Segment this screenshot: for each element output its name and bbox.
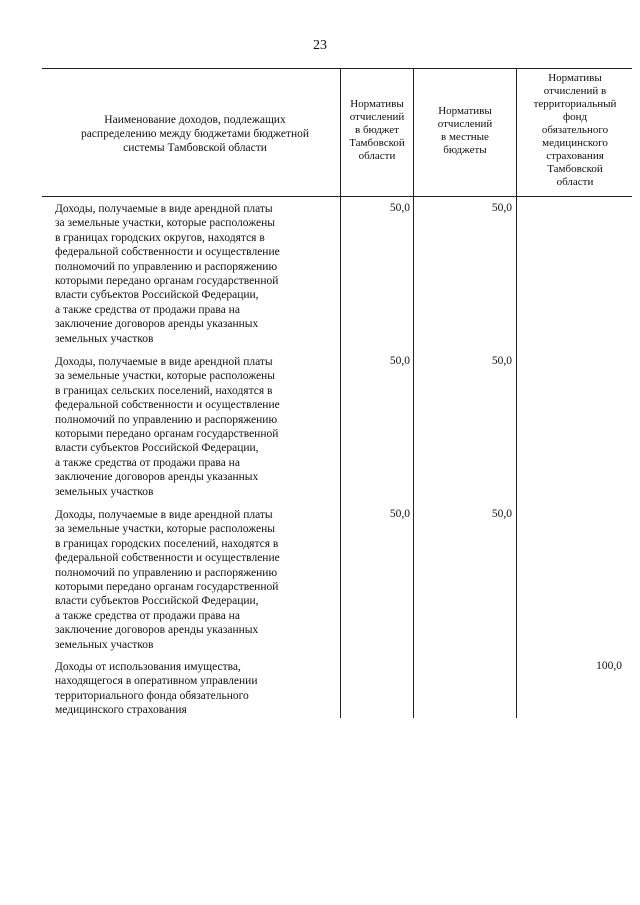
row-text-line: а также средства от продажи права на	[55, 609, 240, 622]
row-value-regional: 50,0	[389, 508, 410, 520]
table-top-rule	[42, 68, 632, 69]
row-text-line: Доходы от использования имущества,	[55, 661, 241, 673]
row-text-line: полномочий по управлению и распоряжению	[55, 260, 278, 273]
row-text-line: территориального фонда обязательного	[55, 689, 249, 702]
table-row-rural-settlements	[55, 355, 340, 499]
row-value-regional: 50,0	[389, 202, 410, 214]
header-line: в местные	[441, 131, 489, 143]
row-text-line: Доходы, получаемые в виде арендной платы	[55, 356, 273, 368]
row-text-line: Доходы, получаемые в виде арендной платы	[55, 509, 273, 521]
table-header-rule	[42, 196, 632, 197]
row-text-line: за земельные участки, которые расположены	[55, 217, 276, 230]
row-text-line: федеральной собственности и осуществление	[55, 399, 280, 412]
header-line: обязательного	[541, 124, 609, 136]
row-text-line: заключение договоров аренды указанных	[55, 624, 259, 637]
header-local-budgets	[416, 105, 514, 157]
column-divider-1	[340, 68, 341, 718]
row-text-line: заключение договоров аренды указанных	[55, 471, 259, 484]
header-line: распределению между бюджетами бюджетной	[80, 128, 310, 140]
row-value-regional: 50,0	[389, 355, 410, 367]
row-text-line: находящегося в оперативном управлении	[55, 675, 258, 688]
row-text-line: в границах сельских поселений, находятся в	[55, 384, 273, 397]
header-line: отчислений	[349, 111, 405, 123]
header-line: области	[358, 150, 396, 162]
header-line: Нормативы	[350, 98, 404, 110]
header-line: системы Тамбовской области	[123, 142, 267, 154]
header-line: Наименование доходов, подлежащих	[104, 114, 286, 126]
row-text-line: федеральной собственности и осуществление	[55, 246, 280, 259]
row-text-line: власти субъектов Российской Федерации,	[55, 442, 259, 455]
header-line: отчислений в	[543, 85, 607, 97]
row-text-line: медицинского страхования	[55, 704, 187, 717]
row-text-line: федеральной собственности и осуществление	[55, 552, 280, 565]
header-line: в бюджет	[355, 124, 399, 136]
row-text-line: которыми передано органам государственной	[55, 275, 279, 288]
row-value-local: 50,0	[491, 355, 512, 367]
row-text-line: за земельные участки, которые расположены	[55, 523, 276, 536]
table-row-urban-districts	[55, 202, 340, 346]
header-line: Тамбовской	[349, 137, 405, 149]
header-line: Тамбовской	[547, 163, 603, 175]
row-text-line: в границах городских поселений, находятся в	[55, 537, 279, 550]
header-medical-insurance-fund	[518, 72, 632, 189]
header-line: области	[556, 176, 594, 188]
row-text-line: за земельные участки, которые расположены	[55, 370, 276, 383]
header-income-name	[60, 113, 330, 155]
row-text-line: которыми передано органам государственной	[55, 428, 279, 441]
page-number: 23	[313, 38, 327, 53]
row-text-line: полномочий по управлению и распоряжению	[55, 413, 278, 426]
header-line: страхования	[546, 150, 604, 162]
header-line: бюджеты	[443, 144, 487, 156]
row-text-line: Доходы, получаемые в виде арендной платы	[55, 203, 273, 215]
row-text-line: земельных участков	[55, 485, 154, 498]
table-row-fund-property	[55, 660, 340, 718]
header-line: Нормативы	[548, 72, 602, 84]
row-text-line: полномочий по управлению и распоряжению	[55, 566, 278, 579]
row-text-line: земельных участков	[55, 332, 154, 345]
row-text-line: а также средства от продажи права на	[55, 456, 240, 469]
header-line: отчислений	[437, 118, 493, 130]
column-divider-3	[516, 68, 517, 718]
row-text-line: а также средства от продажи права на	[55, 303, 240, 316]
row-text-line: заключение договоров аренды указанных	[55, 318, 259, 331]
row-value-local: 50,0	[491, 508, 512, 520]
row-text-line: которыми передано органам государственной	[55, 581, 279, 594]
row-value-fund: 100,0	[596, 660, 622, 672]
row-value-local: 50,0	[491, 202, 512, 214]
row-text-line: земельных участков	[55, 638, 154, 651]
table-row-urban-settlements	[55, 508, 340, 652]
row-text-line: в границах городских округов, находятся в	[55, 231, 265, 244]
header-regional-budget	[342, 98, 412, 163]
column-divider-2	[413, 68, 414, 718]
row-text-line: власти субъектов Российской Федерации,	[55, 595, 259, 608]
header-line: фонд	[562, 111, 588, 123]
header-line: территориальный	[533, 98, 617, 110]
row-text-line: власти субъектов Российской Федерации,	[55, 289, 259, 302]
header-line: Нормативы	[438, 105, 492, 117]
header-line: медицинского	[542, 137, 608, 149]
